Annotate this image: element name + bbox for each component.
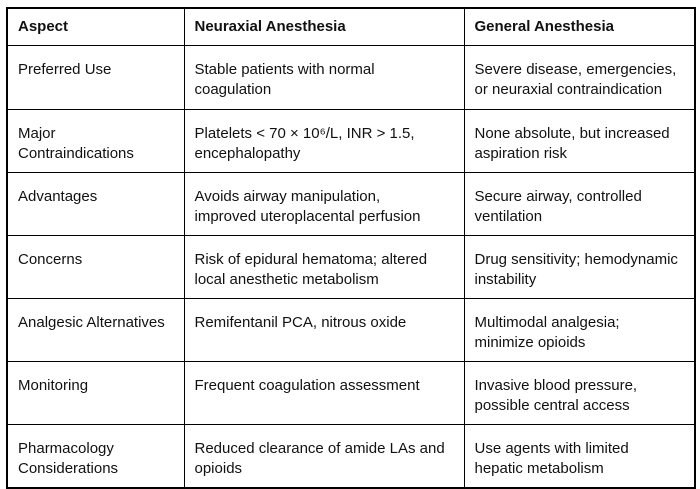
cell-general: Multimodal analgesia; minimize opioids xyxy=(464,298,695,361)
header-row xyxy=(7,8,695,45)
table-row xyxy=(7,298,695,361)
cell-neuraxial: Risk of epidural hematoma; altered local anesthetic metabolism xyxy=(184,235,464,298)
table-header xyxy=(7,8,695,45)
cell-aspect: Analgesic Alternatives xyxy=(7,298,184,361)
cell-general: None absolute, but increased aspiration risk xyxy=(464,109,695,172)
column-header-general-anesthesia: General Anesthesia xyxy=(464,8,695,45)
cell-aspect: Concerns xyxy=(7,235,184,298)
column-header-aspect: Aspect xyxy=(7,8,184,45)
cell-neuraxial: Avoids airway manipulation, improved uteroplacental perfusion xyxy=(184,172,464,235)
cell-aspect: Major Contraindications xyxy=(7,109,184,172)
table-row xyxy=(7,109,695,172)
cell-general: Invasive blood pressure, possible central access xyxy=(464,361,695,424)
table-row xyxy=(7,361,695,424)
table-body xyxy=(7,45,695,488)
table-row xyxy=(7,45,695,109)
cell-aspect: Pharmacology Considerations xyxy=(7,424,184,488)
table-row xyxy=(7,424,695,488)
table-row xyxy=(7,235,695,298)
cell-general: Secure airway, controlled ventilation xyxy=(464,172,695,235)
cell-general: Use agents with limited hepatic metabolism xyxy=(464,424,695,488)
table-row xyxy=(7,172,695,235)
cell-neuraxial: Stable patients with normal coagulation xyxy=(184,45,464,109)
anesthesia-comparison-table xyxy=(6,7,696,489)
cell-neuraxial: Platelets < 70 × 10⁶/L, INR > 1.5, encephalopathy xyxy=(184,109,464,172)
column-header-neuraxial-anesthesia: Neuraxial Anesthesia xyxy=(184,8,464,45)
cell-general: Severe disease, emergencies, or neuraxial contraindication xyxy=(464,45,695,109)
cell-neuraxial: Remifentanil PCA, nitrous oxide xyxy=(184,298,464,361)
cell-aspect: Preferred Use xyxy=(7,45,184,109)
cell-aspect: Monitoring xyxy=(7,361,184,424)
cell-general: Drug sensitivity; hemodynamic instability xyxy=(464,235,695,298)
cell-aspect: Advantages xyxy=(7,172,184,235)
cell-neuraxial: Reduced clearance of amide LAs and opioids xyxy=(184,424,464,488)
cell-neuraxial: Frequent coagulation assessment xyxy=(184,361,464,424)
